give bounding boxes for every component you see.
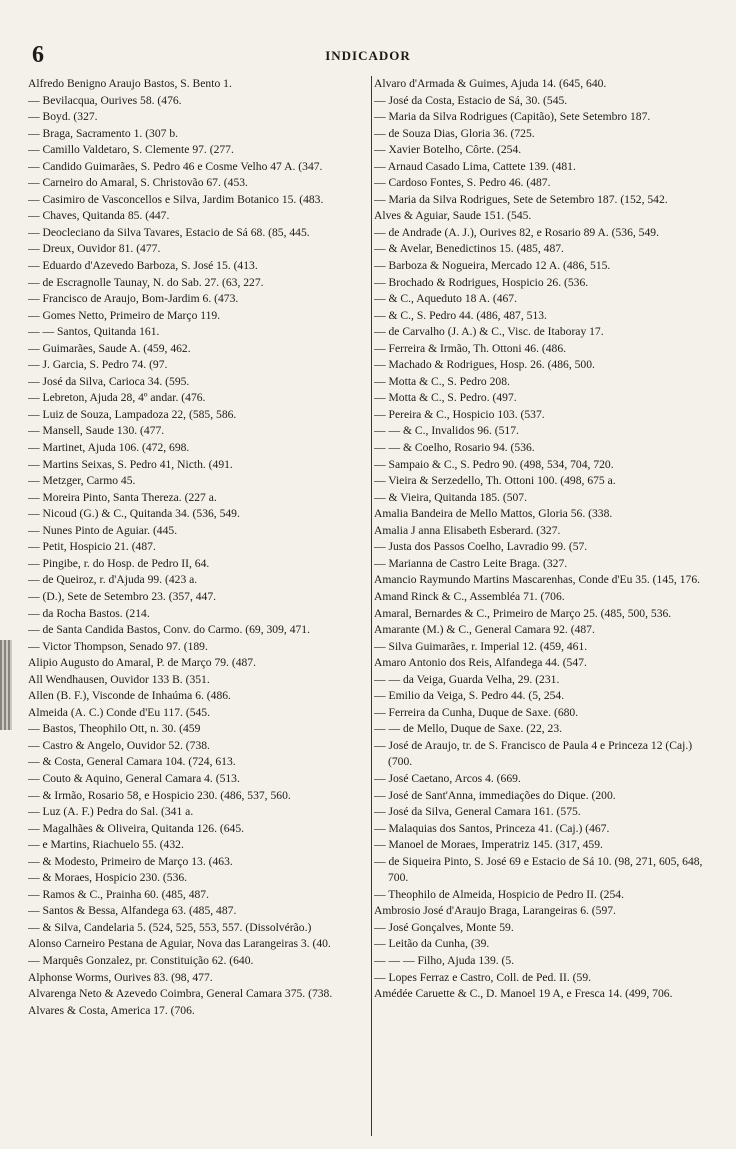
- directory-entry: — & Silva, Candelaria 5. (524, 525, 553, 557. (Dissolvérão.): [28, 920, 312, 934]
- directory-entry: Amalia Bandeira de Mello Mattos, Gloria 56. (338.: [374, 507, 613, 521]
- directory-entry: — Gomes Netto, Primeiro de Março 119.: [28, 308, 221, 322]
- directory-entry: — — Santos, Quitanda 161.: [28, 325, 160, 339]
- directory-entry: — Martins Seixas, S. Pedro 41, Nicth. (491.: [28, 457, 233, 471]
- directory-entry: All Wendhausen, Ouvidor 133 B. (351.: [28, 672, 210, 686]
- directory-entry: — Metzger, Carmo 45.: [28, 474, 136, 488]
- page-number: 6: [32, 42, 44, 68]
- binding-edge-mark: [0, 640, 12, 730]
- directory-entry: — da Rocha Bastos. (214.: [28, 606, 150, 620]
- directory-entry: — Braga, Sacramento 1. (307 b.: [28, 126, 179, 140]
- directory-entry: — Castro & Angelo, Ouvidor 52. (738.: [28, 738, 210, 752]
- directory-entry: — (D.), Sete de Setembro 23. (357, 447.: [28, 589, 217, 603]
- directory-entry: — Pingibe, r. do Hosp. de Pedro II, 64.: [28, 556, 210, 570]
- directory-entry: — Sampaio & C., S. Pedro 90. (498, 534, 704, 720.: [374, 457, 614, 471]
- directory-entry: — & Costa, General Camara 104. (724, 613.: [28, 755, 236, 769]
- directory-entry: — Brochado & Rodrigues, Hospicio 26. (536.: [374, 275, 589, 289]
- directory-entry: — e Martins, Riachuelo 55. (432.: [28, 838, 184, 852]
- directory-entry: Alfredo Benigno Araujo Bastos, S. Bento 1.: [28, 77, 232, 90]
- directory-entry: — Ferreira & Irmão, Th. Ottoni 46. (486.: [374, 341, 567, 355]
- directory-entry: — Bevilacqua, Ourives 58. (476.: [28, 93, 182, 107]
- directory-entry: — & Moraes, Hospicio 230. (536.: [28, 871, 188, 885]
- directory-columns: [28, 76, 718, 1136]
- directory-entry: — Carneiro do Amaral, S. Christovão 67. (453.: [28, 176, 248, 190]
- directory-entry: — de Souza Dias, Gloria 36. (725.: [374, 126, 535, 140]
- directory-entry: — Justa dos Passos Coelho, Lavradio 99. (57.: [374, 540, 588, 554]
- directory-entry: Alonso Carneiro Pestana de Aguiar, Nova das Larangeiras 3. (40.: [28, 937, 331, 951]
- directory-entry: Alvaro d'Armada & Guimes, Ajuda 14. (645, 640.: [374, 77, 607, 90]
- directory-entry: — Ramos & C., Prainha 60. (485, 487.: [28, 887, 209, 901]
- directory-entry: — Marianna de Castro Leite Braga. (327.: [374, 556, 568, 570]
- right-column: [374, 76, 718, 1136]
- directory-entry: — José de Sant'Anna, immediações do Dique. (200.: [374, 788, 616, 802]
- directory-entry: — Barboza & Nogueira, Mercado 12 A. (486, 515.: [374, 259, 611, 273]
- directory-entry: — & Vieira, Quitanda 185. (507.: [374, 490, 527, 504]
- directory-entry: — — — Filho, Ajuda 139. (5.: [374, 953, 515, 967]
- directory-entry: — J. Garcia, S. Pedro 74. (97.: [28, 358, 168, 372]
- directory-entry: Alvares & Costa, America 17. (706.: [28, 1003, 195, 1017]
- directory-entry: — Vieira & Serzedello, Th. Ottoni 100. (498, 675 a.: [374, 474, 616, 488]
- directory-entry: — Victor Thompson, Senado 97. (189.: [28, 639, 208, 653]
- directory-entry: — — de Mello, Duque de Saxe. (22, 23.: [374, 722, 563, 736]
- directory-entry: — de Queiroz, r. d'Ajuda 99. (423 a.: [28, 573, 198, 587]
- directory-entry: — Xavier Botelho, Côrte. (254.: [374, 143, 522, 157]
- directory-entry: — Leitão da Cunha, (39.: [374, 937, 490, 951]
- directory-entry: — Marquês Gonzalez, pr. Constituição 62. (640.: [28, 953, 254, 967]
- directory-entry: — Nicoud (G.) & C., Quitanda 34. (536, 549.: [28, 507, 240, 521]
- directory-entry: — — & C., Invalidos 96. (517.: [374, 424, 519, 438]
- directory-entry: — José da Silva, Carioca 34. (595.: [28, 374, 190, 388]
- directory-entry: Amarante (M.) & C., General Camara 92. (487.: [374, 623, 595, 637]
- directory-entry: — Emilio da Veiga, S. Pedro 44. (5, 254.: [374, 689, 565, 703]
- directory-entry: — José de Araujo, tr. de S. Francisco de Paula 4 e Princeza 12 (Caj.) (700.: [374, 738, 693, 769]
- directory-entry: — Ferreira da Cunha, Duque de Saxe. (680.: [374, 705, 579, 719]
- directory-entry: — Eduardo d'Azevedo Barboza, S. José 15. (413.: [28, 259, 258, 273]
- directory-entry: — Bastos, Theophilo Ott, n. 30. (459: [28, 722, 201, 736]
- directory-entry: — Camillo Valdetaro, S. Clemente 97. (277.: [28, 143, 234, 157]
- directory-entry: — Motta & C., S. Pedro. (497.: [374, 391, 517, 405]
- directory-entry: — Malaquias dos Santos, Princeza 41. (Caj.) (467.: [374, 821, 610, 835]
- directory-entry: Amalia J anna Elisabeth Esberard. (327.: [374, 523, 561, 537]
- directory-entry: Almeida (A. C.) Conde d'Eu 117. (545.: [28, 705, 210, 719]
- directory-entry: — Santos & Bessa, Alfandega 63. (485, 487.: [28, 904, 237, 918]
- directory-entry: Amand Rinck & C., Assembléa 71. (706.: [374, 589, 565, 603]
- directory-entry: — Theophilo de Almeida, Hospicio de Pedro II. (254.: [374, 887, 624, 901]
- directory-entry: — de Andrade (A. J.), Ourives 82, e Rosario 89 A. (536, 549.: [374, 225, 659, 239]
- running-title: INDICADOR: [325, 48, 411, 63]
- directory-entry: — José da Silva, General Camara 161. (575.: [374, 805, 581, 819]
- directory-entry: — Pereira & C., Hospicio 103. (537.: [374, 407, 545, 421]
- directory-entry: — Maria da Silva Rodrigues, Sete de Setembro 187. (152, 542.: [374, 192, 668, 206]
- left-column: [28, 76, 370, 1136]
- directory-entry: — José Caetano, Arcos 4. (669.: [374, 771, 521, 785]
- directory-entry: — Maria da Silva Rodrigues (Capitão), Sete Setembro 187.: [374, 110, 651, 124]
- directory-entry: — Motta & C., S. Pedro 208.: [374, 374, 510, 388]
- directory-entry: — José Gonçalves, Monte 59.: [374, 920, 514, 934]
- directory-entry: — Boyd. (327.: [28, 110, 98, 124]
- directory-entry: Ambrosio José d'Araujo Braga, Larangeiras 6. (597.: [374, 904, 616, 918]
- directory-entry: — Luiz de Souza, Lampadoza 22, (585, 586.: [28, 407, 237, 421]
- directory-entry: — Dreux, Ouvidor 81. (477.: [28, 242, 161, 256]
- directory-entry: Amancio Raymundo Martins Mascarenhas, Conde d'Eu 35. (145, 176.: [374, 573, 701, 587]
- directory-entry: — de Escragnolle Taunay, N. do Sab. 27. (63, 227.: [28, 275, 264, 289]
- directory-entry: — Moreira Pinto, Santa Thereza. (227 a.: [28, 490, 217, 504]
- directory-entry: — Arnaud Casado Lima, Cattete 139. (481.: [374, 159, 576, 173]
- directory-entry: — Candido Guimarães, S. Pedro 46 e Cosme Velho 47 A. (347.: [28, 159, 323, 173]
- directory-entry: — Guimarães, Saude A. (459, 462.: [28, 341, 191, 355]
- directory-entry: — Manoel de Moraes, Imperatriz 145. (317, 459.: [374, 838, 603, 852]
- directory-entry: — José da Costa, Estacio de Sá, 30. (545.: [374, 93, 568, 107]
- directory-entry: — & C., S. Pedro 44. (486, 487, 513.: [374, 308, 547, 322]
- directory-entry: — Casimiro de Vasconcellos e Silva, Jardim Botanico 15. (483.: [28, 192, 324, 206]
- directory-entry: — & Avelar, Benedictinos 15. (485, 487.: [374, 242, 564, 256]
- directory-entry: — Cardoso Fontes, S. Pedro 46. (487.: [374, 176, 551, 190]
- directory-entry: — Luz (A. F.) Pedra do Sal. (341 a.: [28, 805, 194, 819]
- directory-entry: — Nunes Pinto de Aguiar. (445.: [28, 523, 178, 537]
- directory-entry: Amédée Caruette & C., D. Manoel 19 A, e Fresca 14. (499, 706.: [374, 987, 673, 1001]
- directory-entry: — de Carvalho (J. A.) & C., Visc. de Itaboray 17.: [374, 325, 604, 339]
- directory-entry: Amaral, Bernardes & C., Primeiro de Março 25. (485, 500, 536.: [374, 606, 672, 620]
- directory-entry: Amaro Antonio dos Reis, Alfandega 44. (547.: [374, 656, 587, 670]
- directory-entry: — Francisco de Araujo, Bom-Jardim 6. (473.: [28, 292, 239, 306]
- directory-entry: — de Siqueira Pinto, S. José 69 e Estacio de Sá 10. (98, 271, 605, 648, 700.: [374, 854, 703, 885]
- column-divider: [371, 76, 372, 1136]
- directory-entry: — Chaves, Quitanda 85. (447.: [28, 209, 170, 223]
- directory-entry: — — da Veiga, Guarda Velha, 29. (231.: [374, 672, 560, 686]
- directory-entry: — — & Coelho, Rosario 94. (536.: [374, 441, 535, 455]
- directory-entry: — Silva Guimarães, r. Imperial 12. (459, 461.: [374, 639, 588, 653]
- directory-entry: Alipio Augusto do Amaral, P. de Março 79. (487.: [28, 656, 256, 670]
- directory-entry: — Lebreton, Ajuda 28, 4º andar. (476.: [28, 391, 206, 405]
- directory-entry: — & Irmão, Rosario 58, e Hospicio 230. (486, 537, 560.: [28, 788, 291, 802]
- directory-entry: Alvarenga Neto & Azevedo Coimbra, General Camara 375. (738.: [28, 987, 333, 1001]
- directory-entry: — Lopes Ferraz e Castro, Coll. de Ped. II. (59.: [374, 970, 592, 984]
- directory-entry: — Machado & Rodrigues, Hosp. 26. (486, 500.: [374, 358, 595, 372]
- directory-entry: — Mansell, Saude 130. (477.: [28, 424, 165, 438]
- directory-entry: Allen (B. F.), Visconde de Inhaúma 6. (486.: [28, 689, 231, 703]
- directory-entry: — Petit, Hospicio 21. (487.: [28, 540, 156, 554]
- directory-entry: — & C., Aqueduto 18 A. (467.: [374, 292, 517, 306]
- directory-entry: Alves & Aguiar, Saude 151. (545.: [374, 209, 532, 223]
- directory-entry: — Deocleciano da Silva Tavares, Estacio de Sá 68. (85, 445.: [28, 225, 310, 239]
- directory-entry: — Martinet, Ajuda 106. (472, 698.: [28, 441, 190, 455]
- directory-entry: — & Modesto, Primeiro de Março 13. (463.: [28, 854, 233, 868]
- directory-entry: — Magalhães & Oliveira, Quitanda 126. (645.: [28, 821, 245, 835]
- page-header: [30, 42, 706, 68]
- directory-entry: Alphonse Worms, Ourives 83. (98, 477.: [28, 970, 213, 984]
- directory-entry: — Couto & Aquino, General Camara 4. (513.: [28, 771, 240, 785]
- directory-entry: — de Santa Candida Bastos, Conv. do Carmo. (69, 309, 471.: [28, 623, 310, 637]
